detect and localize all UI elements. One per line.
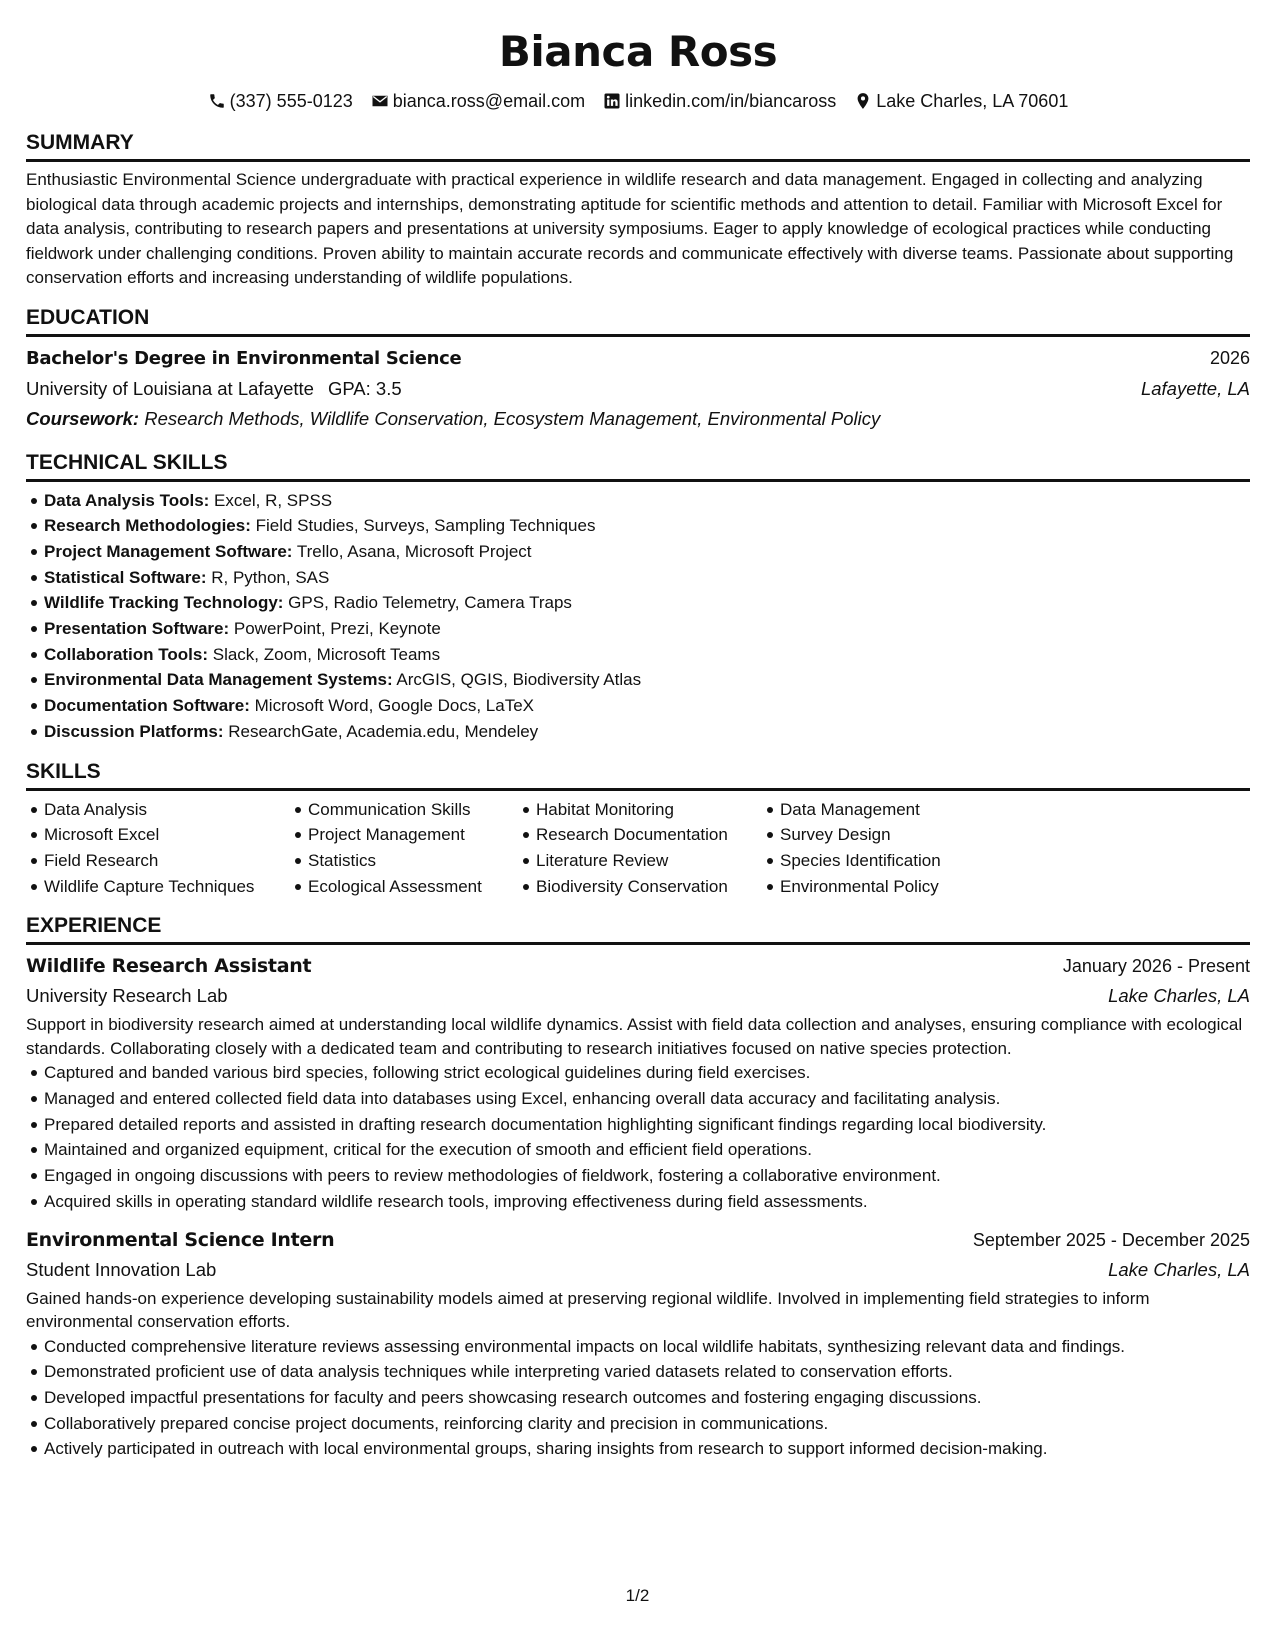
contact-email[interactable] — [371, 88, 585, 114]
job-org-row — [26, 981, 1250, 1011]
list-item: Research Documentation — [536, 822, 762, 848]
job-title: Wildlife Research Assistant — [26, 955, 312, 978]
education-school-row — [26, 374, 1250, 404]
linkedin-text: linkedin.com/in/biancaross — [625, 91, 837, 111]
candidate-name: Bianca Ross — [498, 27, 778, 76]
list-item: Field Research — [44, 848, 290, 874]
job-description: Support in biodiversity research aimed at understanding local wildlife dynamics. Assist with field data collection and analyses, ensuring compliance with ecological standards. Collaborating closely with a dedicated team and contributing to research initiatives focused on native species protection. — [26, 1015, 1243, 1058]
list-item: Actively participated in outreach with local environmental groups, sharing insights from research to support informed decision-making. — [44, 1436, 1250, 1462]
page-indicator: 1/2 — [625, 1586, 650, 1605]
skill-values: GPS, Radio Telemetry, Camera Traps — [283, 593, 572, 613]
job-entry — [26, 1225, 1250, 1463]
coursework-list: Research Methods, Wildlife Conservation, Ecosystem Management, Environmental Policy — [139, 407, 881, 429]
list-item — [44, 642, 1250, 668]
coursework-label: Coursework: — [26, 407, 140, 429]
contact-phone[interactable] — [208, 88, 353, 114]
skills-section — [26, 759, 1250, 900]
summary-heading: SUMMARY — [26, 130, 1250, 162]
list-item: Demonstrated proficient use of data analysis techniques while interpreting varied datasets related to conservation efforts. — [44, 1359, 1250, 1385]
skill-category: Wildlife Tracking Technology: — [44, 593, 284, 613]
list-item: Microsoft Excel — [44, 822, 290, 848]
gpa: GPA: 3.5 — [327, 377, 402, 399]
job-entry — [26, 951, 1250, 1214]
job-dates: January 2026 - Present — [1062, 956, 1250, 977]
experience-section — [26, 913, 1250, 1462]
school-name: University of Louisiana at Lafayette — [26, 377, 314, 399]
job-location: Lake Charles, LA — [1108, 985, 1250, 1007]
job-title-row — [26, 1225, 1250, 1255]
skills-heading: SKILLS — [26, 759, 1250, 791]
education-section — [26, 305, 1250, 434]
school-info — [26, 374, 402, 404]
list-item — [44, 590, 1250, 616]
list-item — [44, 616, 1250, 642]
skill-values: PowerPoint, Prezi, Keynote — [229, 619, 441, 639]
skill-values: Trello, Asana, Microsoft Project — [292, 541, 532, 561]
list-item — [44, 513, 1250, 539]
location-icon — [854, 92, 872, 110]
list-item: Ecological Assessment — [308, 874, 518, 900]
list-item: Communication Skills — [308, 797, 518, 823]
list-item: Biodiversity Conservation — [536, 874, 762, 900]
contact-bar — [26, 88, 1250, 114]
skill-values: ResearchGate, Academia.edu, Mendeley — [223, 721, 539, 741]
skill-values: R, Python, SAS — [206, 567, 330, 587]
job-organization: Student Innovation Lab — [26, 1258, 217, 1280]
list-item: Captured and banded various bird species, following strict ecological guidelines during field exercises. — [44, 1060, 1250, 1086]
email-text: bianca.ross@email.com — [392, 91, 586, 111]
education-degree-row — [26, 343, 1250, 374]
graduation-year: 2026 — [1209, 347, 1250, 368]
skill-category: Presentation Software: — [44, 619, 230, 639]
summary-section — [26, 130, 1250, 291]
list-item: Collaboratively prepared concise project documents, reinforcing clarity and precision in communications. — [44, 1411, 1250, 1437]
job-description: Gained hands-on experience developing sustainability models aimed at preserving regional wildlife. Involved in implementing field strategies to inform environmental conservation efforts. — [26, 1288, 1150, 1332]
skills-column — [290, 797, 518, 900]
email-icon — [371, 92, 389, 110]
skills-column — [518, 797, 762, 900]
job-organization: University Research Lab — [26, 985, 228, 1007]
list-item — [44, 565, 1250, 591]
skill-category: Project Management Software: — [44, 541, 293, 561]
list-item — [44, 488, 1250, 514]
skill-category: Research Methodologies: — [44, 516, 251, 536]
list-item: Species Identification — [780, 848, 1000, 874]
skills-column — [26, 797, 290, 900]
skill-category: Documentation Software: — [44, 696, 250, 716]
list-item: Wildlife Capture Techniques — [44, 874, 290, 900]
skill-values: ArcGIS, QGIS, Biodiversity Atlas — [392, 670, 642, 690]
list-item: Developed impactful presentations for faculty and peers showcasing research outcomes and fostering engaging discussions. — [44, 1385, 1250, 1411]
list-item: Acquired skills in operating standard wildlife research tools, improving effectiveness during field assessments. — [44, 1189, 1250, 1215]
skill-category: Collaboration Tools: — [44, 644, 209, 664]
list-item: Environmental Policy — [780, 874, 1000, 900]
list-item: Engaged in ongoing discussions with peers to review methodologies of fieldwork, fostering a collaborative environment. — [44, 1163, 1250, 1189]
skill-category: Statistical Software: — [44, 567, 207, 587]
contact-location — [854, 88, 1068, 114]
list-item: Statistics — [308, 848, 518, 874]
list-item: Habitat Monitoring — [536, 797, 762, 823]
list-item: Data Analysis — [44, 797, 290, 823]
list-item: Data Management — [780, 797, 1000, 823]
list-item — [44, 539, 1250, 565]
skill-values: Microsoft Word, Google Docs, LaTeX — [249, 696, 534, 716]
list-item: Survey Design — [780, 822, 1000, 848]
list-item — [44, 719, 1250, 745]
phone-text: (337) 555-0123 — [229, 91, 353, 111]
contact-linkedin[interactable] — [603, 88, 836, 114]
list-item — [44, 667, 1250, 693]
experience-heading: EXPERIENCE — [26, 913, 1250, 945]
list-item: Maintained and organized equipment, critical for the execution of smooth and efficient field operations. — [44, 1137, 1250, 1163]
skill-category: Discussion Platforms: — [44, 721, 224, 741]
job-bullets — [26, 1060, 1250, 1214]
skill-values: Excel, R, SPSS — [209, 490, 333, 510]
list-item: Prepared detailed reports and assisted in drafting research documentation highlighting significant findings regarding local biodiversity. — [44, 1112, 1250, 1138]
job-location: Lake Charles, LA — [1108, 1258, 1250, 1280]
technical-skills-heading: TECHNICAL SKILLS — [26, 450, 1250, 482]
phone-icon — [208, 92, 226, 110]
skill-values: Slack, Zoom, Microsoft Teams — [208, 644, 441, 664]
skills-grid — [26, 797, 1250, 900]
coursework — [26, 404, 1250, 434]
education-heading: EDUCATION — [26, 305, 1250, 337]
skills-column — [762, 797, 1000, 900]
degree-title: Bachelor's Degree in Environmental Science — [26, 347, 462, 369]
job-bullets — [26, 1334, 1250, 1463]
location-text: Lake Charles, LA 70601 — [876, 91, 1069, 111]
job-title-row — [26, 951, 1250, 981]
linkedin-icon — [603, 92, 621, 110]
list-item: Managed and entered collected field data into databases using Excel, enhancing overall data accuracy and facilitating analysis. — [44, 1086, 1250, 1112]
job-org-row — [26, 1255, 1250, 1285]
job-dates: September 2025 - December 2025 — [972, 1229, 1250, 1250]
summary-text: Enthusiastic Environmental Science undergraduate with practical experience in wildlife research and data management. Engaged in collecting and analyzing biological data through academic projects and internships, demonstrating aptitude for scientific methods and attention to detail. Familiar with Microsoft Excel for data analysis, contributing to research papers and presentations at university symposiums. Eager to apply knowledge of ecological practices while conducting fieldwork under challenging conditions. Proven ability to maintain accurate records and communicate effectively with diverse teams. Passionate about supporting conservation efforts and increasing understanding of wildlife populations. — [26, 170, 1234, 287]
job-title: Environmental Science Intern — [26, 1228, 335, 1251]
list-item: Conducted comprehensive literature reviews assessing environmental impacts on local wildlife habitats, synthesizing relevant data and findings. — [44, 1334, 1250, 1360]
list-item — [44, 693, 1250, 719]
skill-category: Data Analysis Tools: — [44, 490, 210, 510]
list-item: Literature Review — [536, 848, 762, 874]
skill-category: Environmental Data Management Systems: — [44, 670, 393, 690]
skill-values: Field Studies, Surveys, Sampling Techniques — [250, 516, 596, 536]
school-location: Lafayette, LA — [1140, 377, 1250, 399]
list-item: Project Management — [308, 822, 518, 848]
resume-page — [26, 0, 1250, 1472]
technical-skills-section — [26, 450, 1250, 745]
technical-skills-list — [26, 488, 1250, 745]
